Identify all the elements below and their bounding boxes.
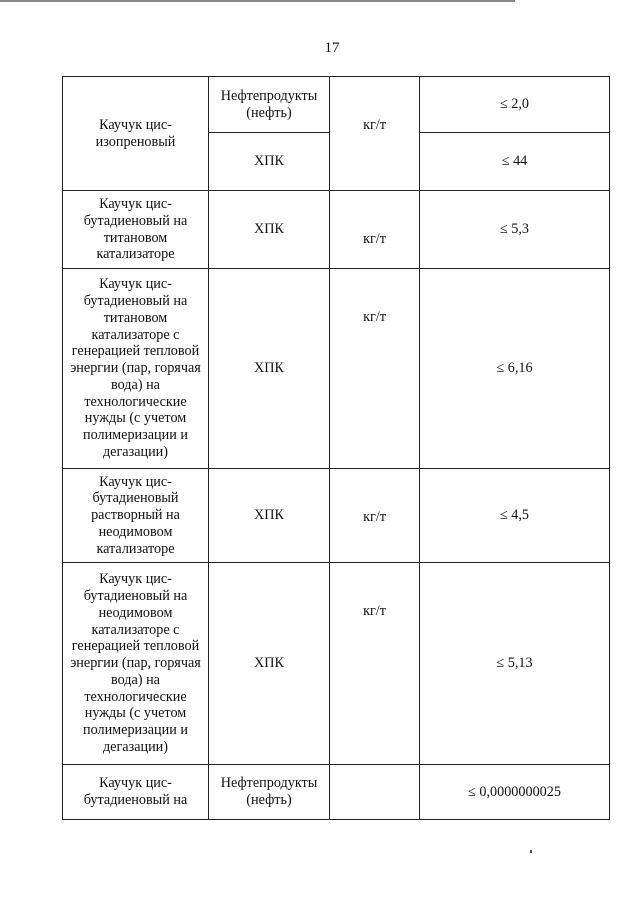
product-name-cell: Каучук цис-бутадиеновый на титановом катализаторе [63, 191, 209, 269]
product-name-cell: Каучук цис-бутадиеновый на [63, 765, 209, 820]
indicator-cell: ХПК [209, 469, 330, 563]
table-row [63, 765, 610, 820]
value-cell: ≤ 4,5 [420, 469, 610, 563]
unit-cell: кг/т [330, 469, 420, 563]
standards-table [62, 76, 610, 820]
product-name-cell: Каучук цис-изопреновый [63, 77, 209, 191]
unit-cell: кг/т [330, 191, 420, 269]
scan-speck [530, 850, 532, 853]
table-row [63, 77, 610, 133]
value-cell: ≤ 5,3 [420, 191, 610, 269]
product-name-cell: Каучук цис-бутадиеновый на неодимовом катализаторе с генерацией тепловой энергии (пар, горячая вода) на технологические нужды (с учетом полимеризации и дегазации) [63, 563, 209, 765]
value-cell: ≤ 0,0000000025 [420, 765, 610, 820]
product-name-cell: Каучук цис-бутадиеновый на титановом катализаторе с генерацией тепловой энергии (пар, горячая вода) на технологические нужды (с учетом полимеризации и дегазации) [63, 269, 209, 469]
indicator-cell: ХПК [209, 563, 330, 765]
unit-cell: кг/т [330, 269, 420, 469]
table-row [63, 269, 610, 469]
value-cell: ≤ 6,16 [420, 269, 610, 469]
value-cell: ≤ 44 [420, 133, 610, 191]
value-cell: ≤ 2,0 [420, 77, 610, 133]
indicator-cell: Нефтепродукты (нефть) [209, 765, 330, 820]
product-name-cell: Каучук цис-бутадиеновый растворный на неодимовом катализаторе [63, 469, 209, 563]
indicator-cell: ХПК [209, 269, 330, 469]
top-border-line [0, 0, 515, 2]
table-row [63, 563, 610, 765]
value-cell: ≤ 5,13 [420, 563, 610, 765]
indicator-cell: ХПК [209, 191, 330, 269]
table-row [63, 469, 610, 563]
unit-cell: кг/т [330, 77, 420, 191]
indicator-cell: Нефтепродукты (нефть) [209, 77, 330, 133]
table-row [63, 191, 610, 269]
unit-cell [330, 765, 420, 820]
indicator-cell: ХПК [209, 133, 330, 191]
page-number: 17 [324, 40, 340, 56]
unit-cell: кг/т [330, 563, 420, 765]
